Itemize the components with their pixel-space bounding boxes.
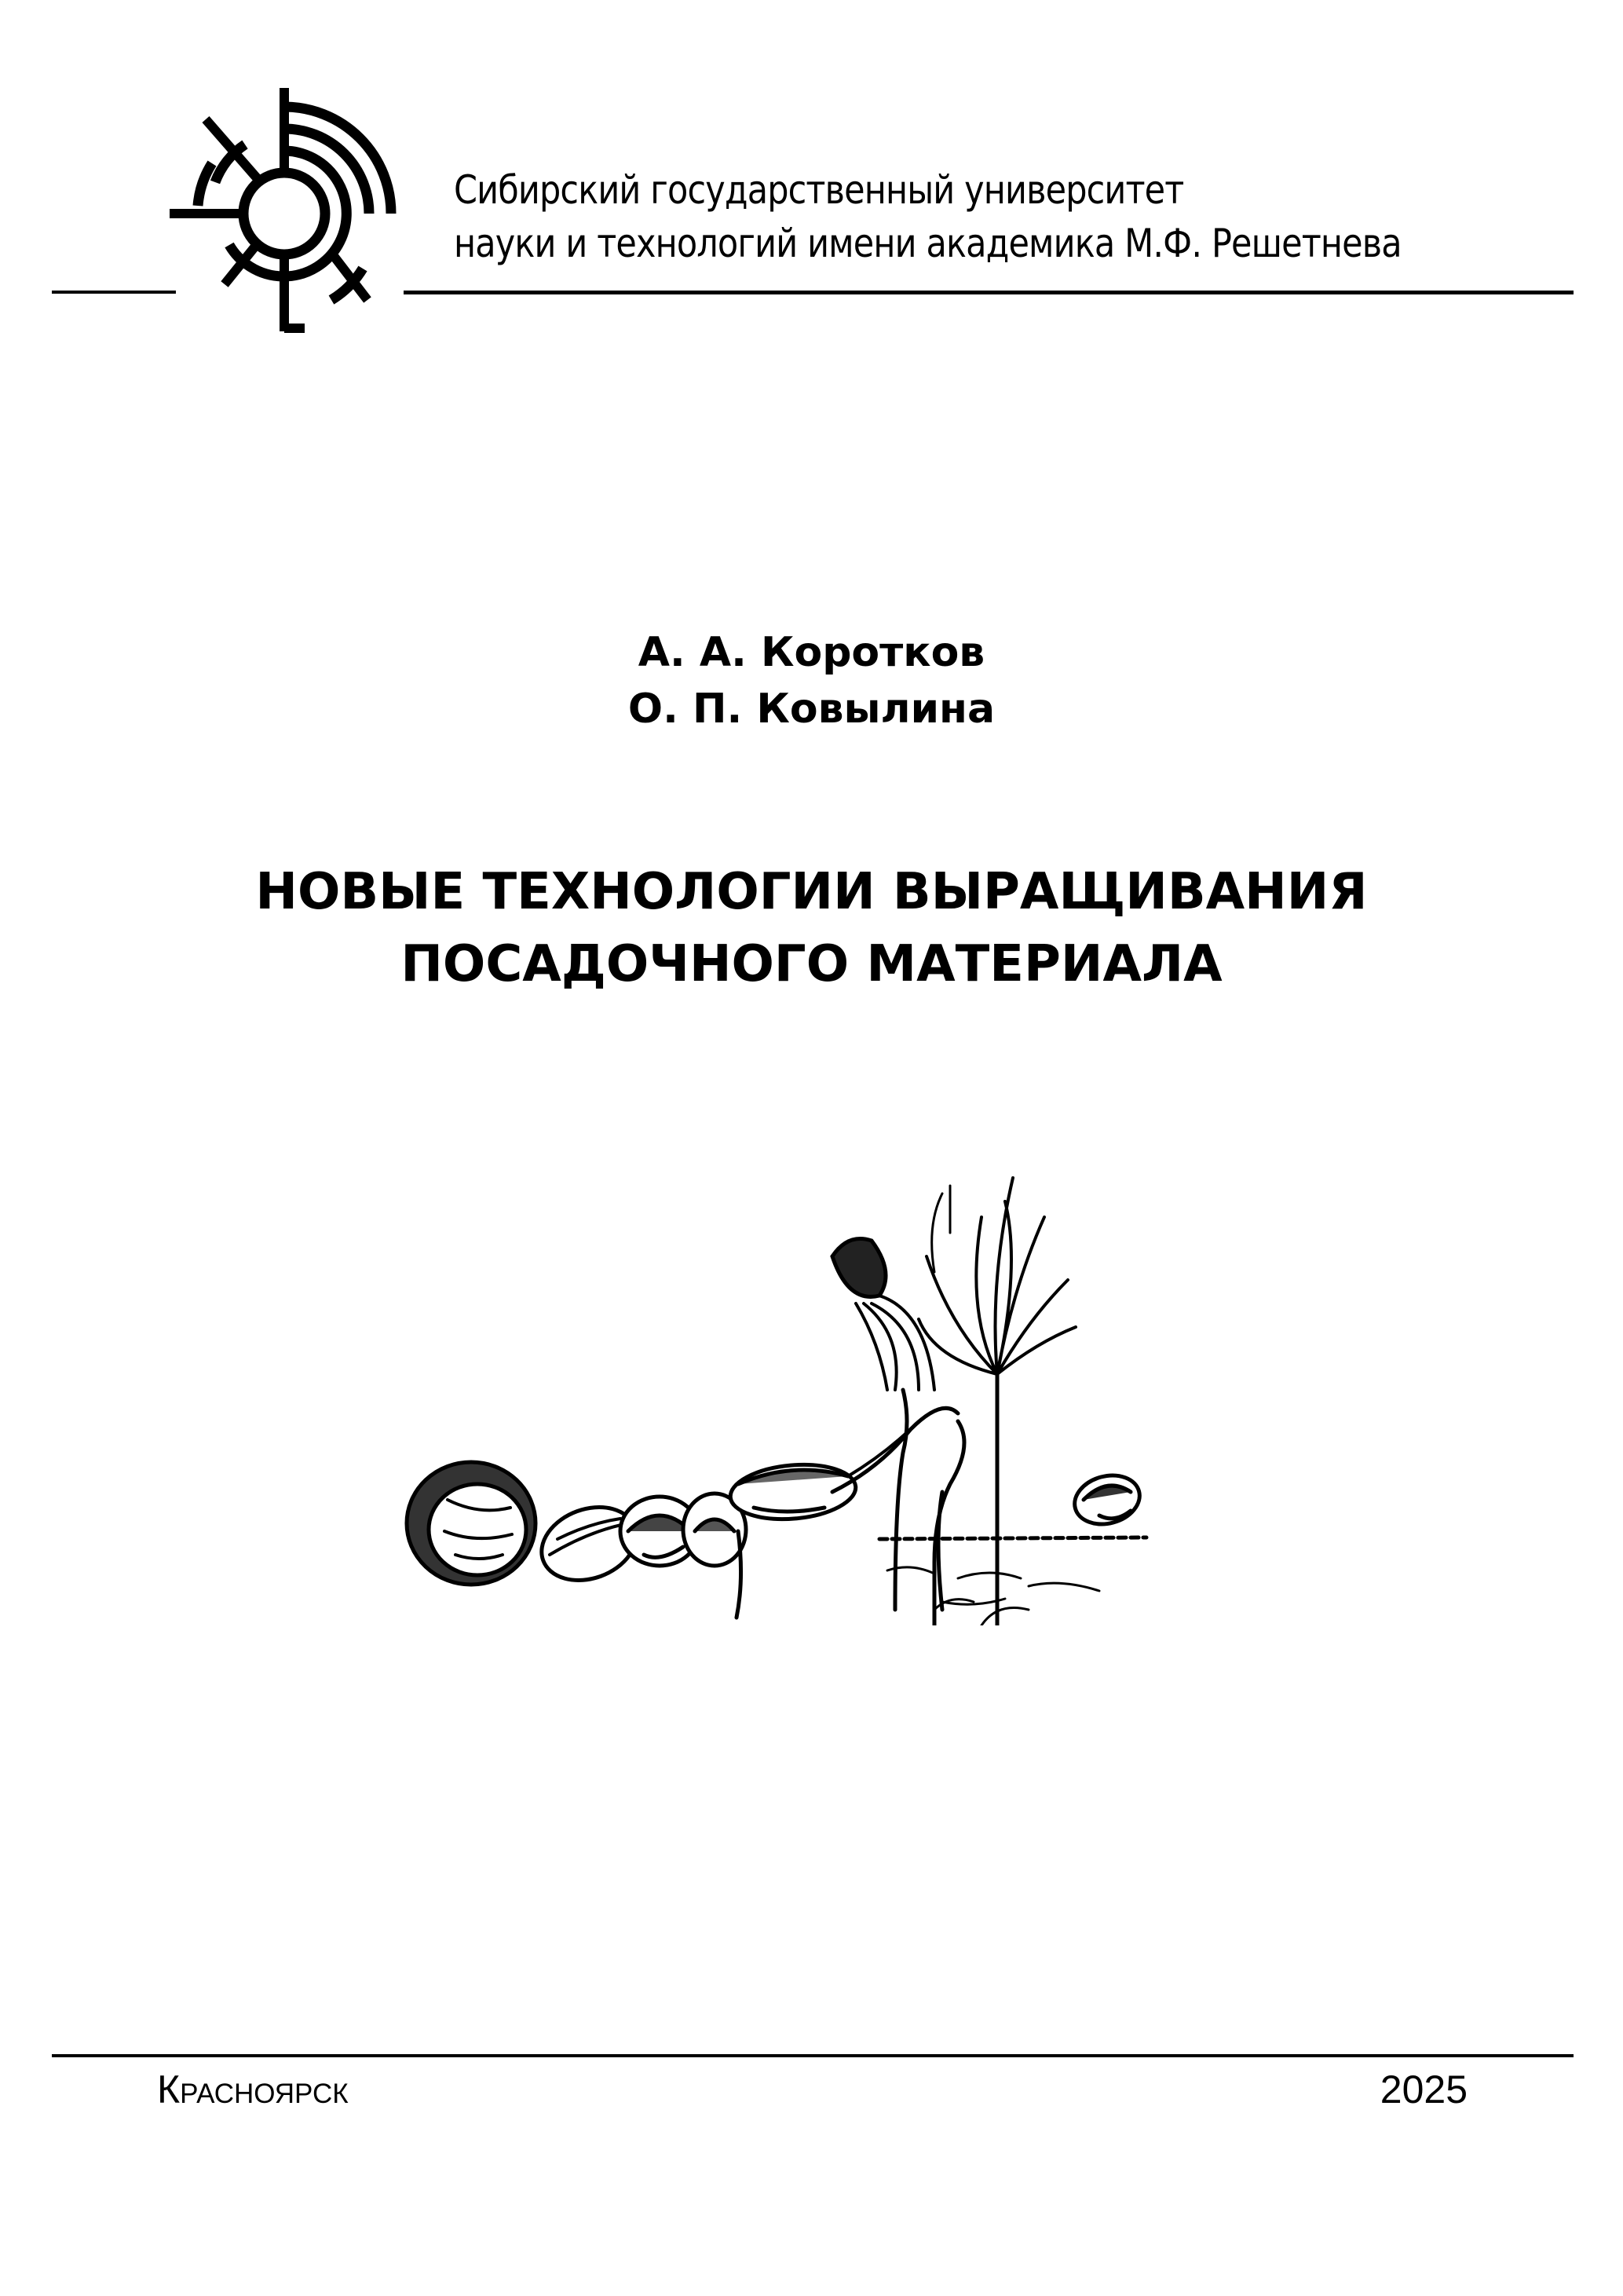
seedling-3-icon: [919, 1178, 1076, 1625]
header-rule: [404, 291, 1574, 294]
seed-1-icon: [407, 1462, 536, 1585]
publication-city: Красноярск: [157, 2067, 349, 2111]
seedling-2-icon: [832, 1239, 934, 1610]
authors: [0, 624, 1623, 737]
university-name: [454, 163, 1426, 270]
footer-rule: [52, 2054, 1574, 2057]
seed-5-icon: [728, 1460, 857, 1524]
header-rule-short: [52, 291, 176, 294]
university-name-line-1: Сибирский государственный университет: [454, 167, 1184, 213]
book-title-line-1: НОВЫЕ ТЕХНОЛОГИИ ВЫРАЩИВАНИЯ: [255, 863, 1368, 921]
university-name-line-2: науки и технологий имени академика М.Ф. Решетнева: [454, 221, 1402, 266]
seed-4-icon: [683, 1493, 746, 1618]
book-title: [0, 856, 1623, 1000]
author-2: О. П. Ковылина: [627, 686, 996, 733]
seed-6-icon: [1069, 1468, 1146, 1531]
seed-germination-illustration: [393, 1162, 1162, 1625]
university-logo-icon: [166, 88, 402, 338]
book-title-line-2: ПОСАДОЧНОГО МАТЕРИАЛА: [400, 935, 1223, 993]
publication-year: 2025: [1380, 2067, 1468, 2111]
author-1: А. А. Коротков: [638, 629, 985, 676]
